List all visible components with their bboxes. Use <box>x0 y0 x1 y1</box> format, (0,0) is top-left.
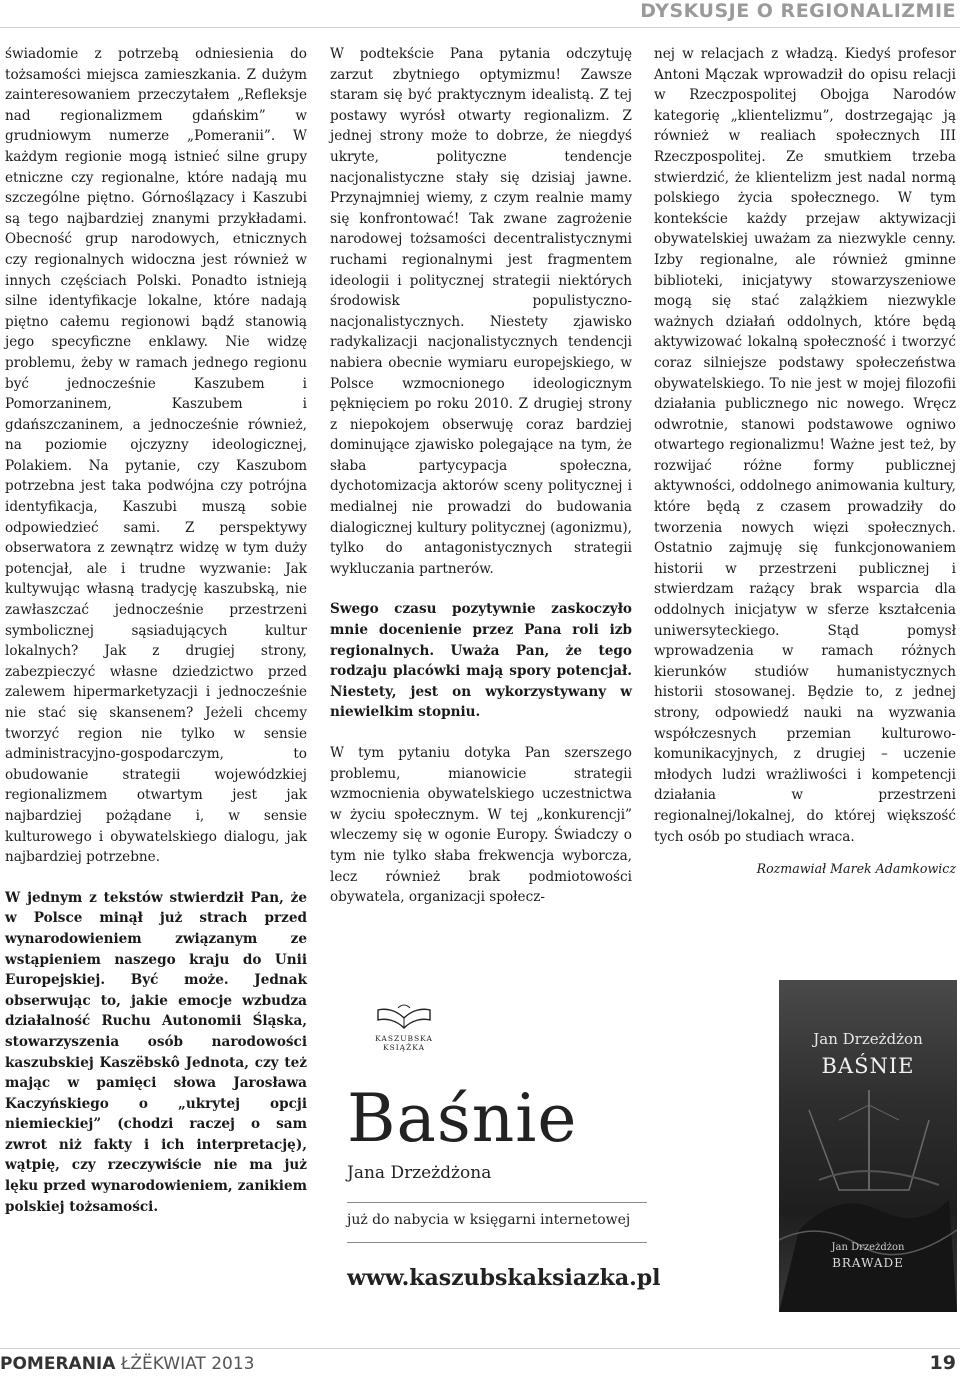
interview-question: Swego czasu pozytywnie zaskoczyło mnie docenienie przez Pana roli izb regionalnych. Uważa Pan, że tego rodzaju placówki mają spory potencjał. Niestety, jest on wykorzystywany w niewielkim stopniu. <box>330 601 632 721</box>
ad-divider-top <box>347 1202 647 1203</box>
publisher-logo <box>369 1004 439 1052</box>
ad-book-author: Jana Drzeżdżona <box>347 1163 492 1183</box>
footer-issue-info <box>0 1354 254 1374</box>
article-paragraph: nej w relacjach z władzą. Kiedyś profesor Antoni Mączak wprowadził do opisu relacji w Rzeczpospolitej Obojga Narodów kategorię „klientelizmu”, dostrzegając ją również w realiach społecznych III Rzeczpospolitej. Ze smutkiem trzeba stwierdzić, że klientelizm jest nadal normą polskiego życia społecznego. W tym kontekście każdy przejaw aktywizacji obywatelskiej uważam za niezwykle cenny. Izby regionalne, ale również gminne biblioteki, inicjatywy stowarzyszeniowe mogą się stać zalążkiem niezwykle ważnych działań oddolnych, które będą aktywizować lokalną społeczność i tworzyć coraz silniejsze podstawy społeczeństwa obywatelskiego. To nie jest w mojej filozofii działania publicznego nic nowego. Wręcz odwrotnie, stanowi podstawowe ogniwo otwartego regionalizmu! Ważne jest też, by rozwijać różne formy publicznej aktywności, oddolnego animowania kultury, które będą z czasem prowadziły do tworzenia nowych więzi społecznych. Ostatnio zajmuję się funkcjonowaniem historii w przestrzeni publicznej i stwierdzam rażący brak wsparcia dla oddolnych inicjatyw w sferze kształcenia uniwersyteckiego. Stąd pomysł wprowadzenia w ramach różnych kierunków studiów humanistycznych historii stosowanej. Będzie to, z jednej strony, odpowiedź nauki na wyzwania współczesnych przemian kulturowo-komunikacyjnych, z drugiej – uczenie młodych ludzi wrażliwości i kompetencji działania w przestrzeni regionalnej/lokalnej, do której większość tych osób po studiach wraca. <box>654 46 956 845</box>
header-divider <box>0 27 960 28</box>
publisher-name-line1: KASZUBSKA <box>375 1034 433 1043</box>
magazine-name: POMERANIA <box>0 1354 116 1374</box>
issue-date: ŁŻËKWIAT 2013 <box>120 1354 255 1374</box>
article-column-1 <box>5 44 307 1217</box>
cover-title: BAŚNIE <box>821 1054 915 1078</box>
cover-author: Jan Drzeżdżon <box>813 1030 923 1048</box>
interview-question: W jednym z tekstów stwierdził Pan, że w Polsce minął już strach przed wynarodowieniem związanym ze wstąpieniem naszego kraju do Unii Europejskiej. Być może. Jednak obserwując to, jakie emocje wzbudza działalność Ruchu Autonomii Śląska, stowarzyszenia osób narodowości kaszubskiej Kaszëbskô Jednota, czy też mając w pamięci słowa Jarosława Kaczyńskiego o „ukrytej opcji niemieckiej” (chodzi raczej o sam zwrot niż fakty i ich interpretację), wątpię, czy rzeczywiście nie ma już lęku przed wynarodowieniem, zanikiem polskiej tożsamości. <box>5 889 307 1215</box>
book-advertisement[interactable] <box>339 980 957 1312</box>
second-cover-title: BRAWADE <box>832 1256 904 1270</box>
article-column-3 <box>654 44 956 880</box>
section-title: DYSKUSJE O REGIONALIZMIE <box>640 0 956 22</box>
article-paragraph: W podtekście Pana pytania odczytuję zarzut zbytniego optymizmu! Zawsze staram się być praktycznym idealistą. Z tej postawy wyrósł otwarty regionalizm. Z jednej strony może to dobrze, że niegdyś ukryte, polityczne tendencje nacjonalistyczne stały się dzisiaj jawne. Przynajmniej wiemy, z czym realnie mamy się konfrontować! Tak zwane zagrożenie narodowej tożsamości decentralistycznymi ruchami regionalnymi jest fragmentem ideologii i politycznej strategii niektórych środowisk populistyczno-nacjonalistycznych. Niestety zjawisko radykalizacji nacjonalistycznych tendencji nabiera obecnie wymiaru europejskiego, w Polsce wzmocnionego ideologicznym pęknięciem po roku 2010. Z drugiej strony z niepokojem obserwuję coraz bardziej dominujące zjawisko polegające na tym, że słaba partycypacja społeczna, dychotomizacja aktorów sceny politycznej i medialnej nie prowadzi do budowania dialogicznej kultury politycznej (agonizmu), tylko do antagonistycznych strategii wykluczania partnerów. <box>330 46 632 577</box>
ad-availability-text: już do nabycia w księgarni internetowej <box>347 1212 631 1228</box>
open-book-icon <box>374 1004 434 1030</box>
page-number: 19 <box>929 1352 956 1374</box>
ad-divider-bottom <box>347 1242 647 1243</box>
book-cover-image <box>779 980 957 1312</box>
article-paragraph: W tym pytaniu dotyka Pan szerszego problemu, mianowicie strategii wzmocnienia obywatelskiego uczestnictwa w życiu społecznym. W tej „konkurencji” wleczemy się w ogonie Europy. Świadczy o tym nie tylko słaba frekwencja wyborcza, lecz również brak podmiotowości obywatela, organizacji społecz- <box>330 745 632 906</box>
article-column-2 <box>330 44 632 908</box>
publisher-name-line2: KSIĄŻKA <box>382 1043 426 1052</box>
ad-book-title: Baśnie <box>347 1080 578 1157</box>
interviewer-signature: Rozmawiał Marek Adamkowicz <box>756 861 956 877</box>
footer-divider <box>0 1348 960 1349</box>
ad-website-link[interactable]: www.kaszubskaksiazka.pl <box>347 1265 661 1291</box>
second-cover-author: Jan Drzeżdżon <box>831 1242 905 1253</box>
article-paragraph: świadomie z potrzebą odniesienia do tożsamości miejsca zamieszkania. Z dużym zainteresowaniem przeczytałem „Refleksje nad regionalizmem gdańskim” w grudniowym numerze „Pomeranii”. W każdym regionie mogą istnieć silne grupy etniczne czy regionalne, które nadają mu szczególne piętno. Górnoślązacy i Kaszubi są tego najbardziej znanymi przykładami. Obecność grup narodowych, etnicznych czy regionalnych widoczna jest również w innych częściach Polski. Ponadto istnieją silne identyfikacje lokalne, które nadają piętno całemu regionowi bądź stanowią jego specyficzne enklawy. Nie widzę problemu, żeby w ramach jednego regionu być jednocześnie Kaszubem i Pomorzaninem, Kaszubem i gdańszczaninem, a jednocześnie również, na poziomie ojczyzny ideologicznej, Polakiem. Na pytanie, czy Kaszubom potrzebna jest taka podwójna czy potrójna identyfikacja, Kaszubi muszą sobie odpowiedzieć sami. Z perspektywy obserwatora z zewnątrz widzę w tym duży potencjał, ale i trudne wyzwanie: Jak kultywując własną tradycję kaszubską, nie zawłaszczać jednocześnie przestrzeni symbolicznej sąsiadujących kultur lokalnych? Jak z drugiej strony, zabezpieczyć własne dziedzictwo przed zalewem hipermarketyzacji i jednocześnie nie stać się skansenem? Jeżeli chcemy tworzyć region nie tylko w sensie administracyjno-gospodarczym, to obudowanie strategii wojewódzkiej regionalizmem otwartym jest jak najbardziej pożądane i, w sensie kulturowego i obywatelskiego dialogu, jak najbardziej potrzebne. <box>5 46 307 866</box>
